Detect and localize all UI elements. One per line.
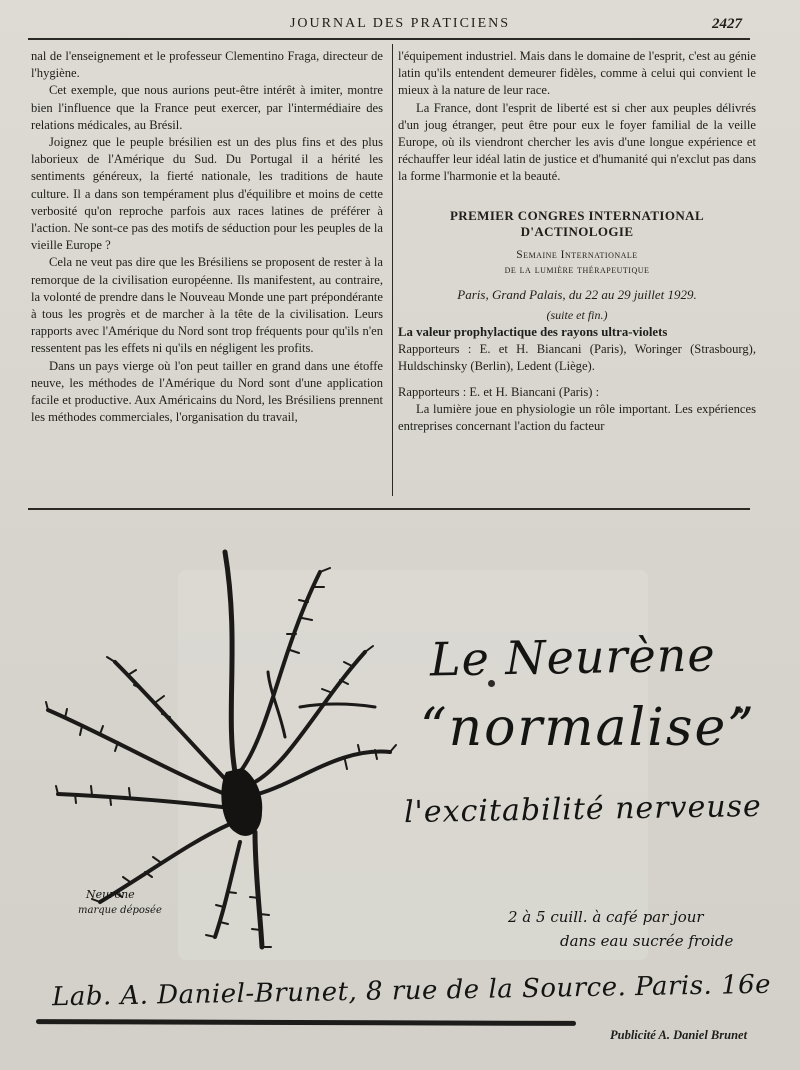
journal-title: JOURNAL DES PRATICIENS bbox=[289, 16, 511, 31]
paragraph: La France, dont l'esprit de liberté est si cher aux peuples délivrés d'un joug étranger, peut être pour eux le foyer familial de la veille Europe, où ils viendront chercher les avis d'une longue expérience et réchauffer leur idéal latin de justice et d'humanité qui n'exclut pas dans la forme l'harmonie et la beauté. bbox=[398, 100, 756, 184]
header-rule bbox=[28, 38, 750, 40]
rapporteurs-list: Rapporteurs : E. et H. Biancani (Paris), Woringer (Strasbourg), Huldschinsky (Berlin), Ledent (Liège). bbox=[398, 342, 756, 374]
trademark-note: marque déposée bbox=[78, 905, 162, 916]
section-heading: La valeur prophylactique des rayons ultra-violets bbox=[398, 325, 668, 340]
congress-location: Paris, Grand Palais, du 22 au 29 juillet 1929. bbox=[457, 286, 697, 302]
ad-product-name: Le Neurène bbox=[429, 627, 717, 687]
section-separator bbox=[28, 508, 750, 510]
paragraph: La lumière joue en physiologie un rôle important. Les expériences entreprises concernant l'action du facteur bbox=[398, 401, 756, 434]
congress-subtitle-line1: Semaine Internationale bbox=[516, 248, 638, 261]
paragraph: Joignez que le peuple brésilien est un des plus fins et des plus laborieux de l'Amérique du Sud. Du Portugal il a hérité les sentiments généreux, la fierté nationale, les traditions de haute culture. Il a dans son tempérament plus d'équilibre et moins de cette verbosité qu'on reproche parfois aux races latines de préférer à l'action. Ne sont-ce pas des motifs de séduction pour les peuples de la vieille Europe ? bbox=[31, 135, 383, 253]
rapporteurs-intro: Rapporteurs : E. et H. Biancani (Paris) : bbox=[398, 384, 600, 399]
address-underline bbox=[36, 1019, 576, 1026]
congress-title-line1: PREMIER CONGRES INTERNATIONAL bbox=[449, 207, 705, 223]
paragraph: Cela ne veut pas dire que les Brésiliens se proposent de rester à la remorque de la civilisation européenne. Ils manifestent, au contraire, la volonté de prendre dans le Nouveau Monde une part prépondérante à tous les progrès et de marcher à la tête de la civilisation. Leurs rapports avec l'Amérique du Nord sont trop fréquents pour qu'ils n'en ressentent pas les effets ni qu'ils en négligent les profits. bbox=[31, 255, 383, 356]
column-divider bbox=[392, 44, 393, 496]
left-column bbox=[31, 48, 383, 426]
congress-title-line2: D'ACTINOLOGIE bbox=[520, 223, 634, 239]
ad-dosage-line2: dans eau sucrée froide bbox=[560, 932, 734, 950]
page-number: 2427 bbox=[712, 16, 742, 32]
ad-tagline-excitabilite: l'excitabilité nerveuse bbox=[403, 788, 763, 831]
neurene-advertisement bbox=[0, 512, 800, 1070]
ad-tagline-normalise: “normalise” bbox=[420, 698, 756, 758]
paragraph: nal de l'enseignement et le professeur Clementino Fraga, directeur de l'hygiène. bbox=[31, 49, 383, 81]
paragraph: Cet exemple, que nous aurions peut-être intérêt à imiter, montre bien l'influence que la France peut exercer, par l'intermédiaire des relations médicales, au Brésil. bbox=[31, 83, 383, 132]
paragraph: Dans un pays vierge où l'on peut tailler en grand dans une étoffe neuve, les méthodes de l'Amérique du Nord sont d'une application facile et productive. Aux Américains du Nord, les Brésiliens prennent les méthodes commerciales, l'organisation du travail, bbox=[31, 358, 383, 425]
right-column bbox=[398, 48, 756, 435]
ad-dosage-line1: 2 à 5 cuill. à café par jour bbox=[508, 908, 704, 926]
paragraph: l'équipement industriel. Mais dans le domaine de l'esprit, c'est au génie latin qu'ils entendent demeurer fidèles, comme à celui qui convient le mieux à la nature de leur race. bbox=[398, 49, 756, 98]
congress-subtitle-line2: de la lumière thérapeutique bbox=[504, 263, 650, 276]
advertising-credit: Publicité A. Daniel Brunet bbox=[610, 1028, 748, 1042]
laboratory-address: Lab. A. Daniel-Brunet, 8 rue de la Source. Paris. 16e bbox=[51, 969, 772, 1013]
congress-heading bbox=[398, 208, 756, 324]
continuation-note: (suite et fin.) bbox=[546, 307, 608, 322]
neuron-caption: Neurone bbox=[86, 888, 135, 901]
